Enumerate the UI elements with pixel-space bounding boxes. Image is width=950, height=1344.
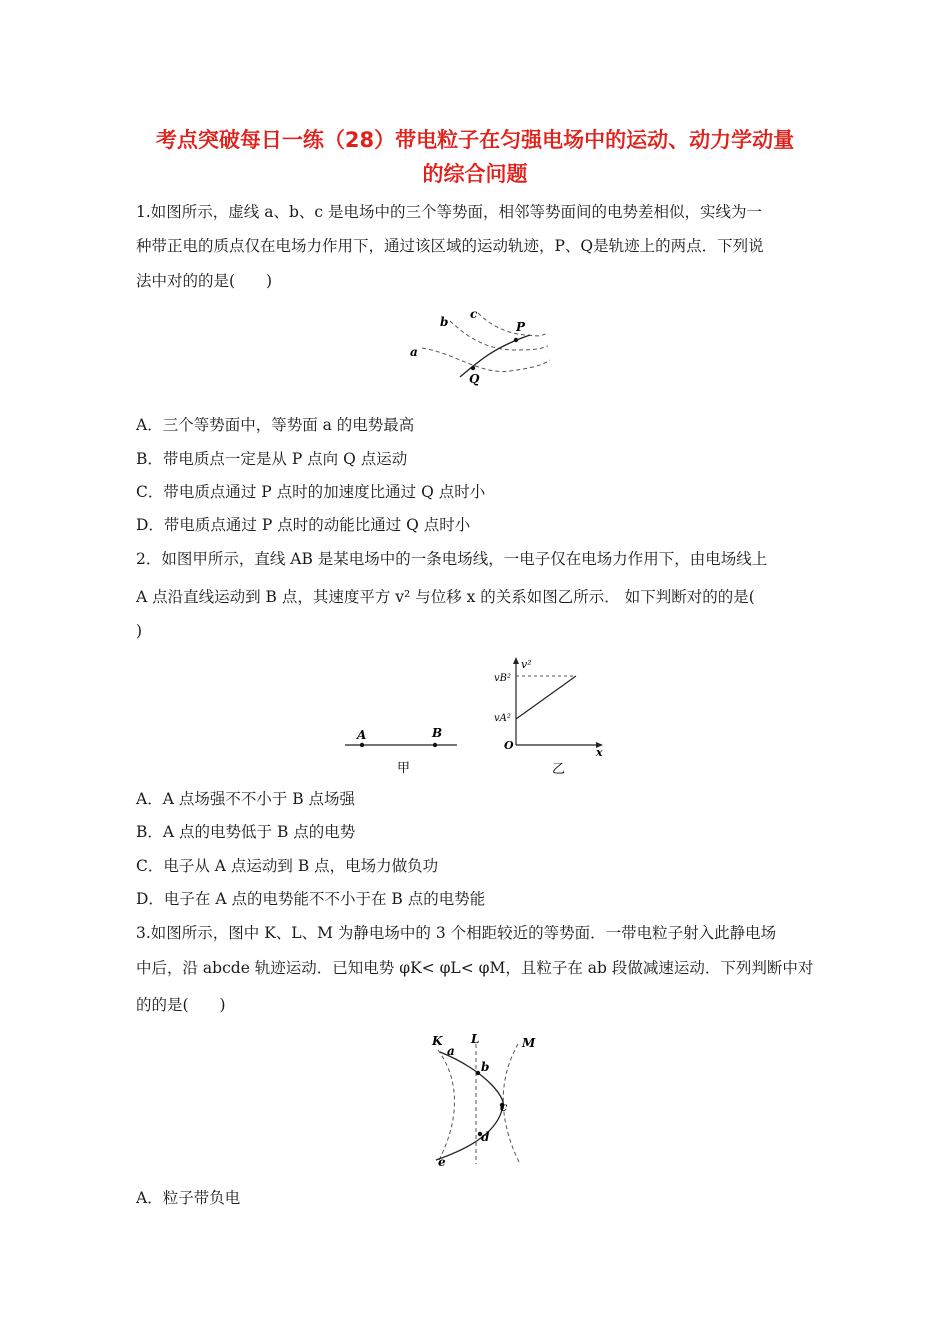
q3-figure bbox=[420, 1030, 540, 1170]
q2-option-d: D．电子在 A 点的电势能不不小于在 B 点的电势能 bbox=[136, 890, 486, 908]
label-b: b bbox=[440, 315, 449, 329]
label-K: K bbox=[432, 1034, 443, 1048]
page-title-line1: 考点突破每日一练（28）带电粒子在匀强电场中的运动、动力学动量 bbox=[155, 128, 795, 152]
label-B: B bbox=[432, 726, 443, 740]
label-v2: v² bbox=[521, 658, 532, 671]
q3-stem-line1: 3.如图所示，图中 K、L、M 为静电场中的 3 个相距较近的等势面．一带电粒子射入此静电场 bbox=[136, 924, 777, 942]
label-P: P bbox=[516, 320, 526, 334]
q3-option-a: A．粒子带负电 bbox=[136, 1189, 241, 1207]
q2-stem-line1: 2．如图甲所示，直线 AB 是某电场中的一条电场线，一电子仅在电场力作用下，由电场线上 bbox=[136, 550, 768, 568]
q2-stem-line3: ) bbox=[136, 622, 143, 640]
label-L: L bbox=[471, 1032, 480, 1046]
label-d: d bbox=[481, 1130, 490, 1144]
graph-line bbox=[516, 676, 576, 719]
point-Q bbox=[471, 366, 475, 370]
equipotential-a bbox=[422, 348, 550, 371]
q1-stem-line3: 法中对的的是( ) bbox=[136, 272, 273, 290]
q2-option-c: C．电子从 A 点运动到 B 点，电场力做负功 bbox=[136, 857, 439, 875]
label-c: c bbox=[500, 1100, 508, 1114]
label-e: e bbox=[438, 1155, 446, 1169]
page-title-line2: 的综合问题 bbox=[422, 162, 528, 186]
q3-stem-line3: 的的是( ) bbox=[136, 996, 226, 1014]
q2-option-a: A．A 点场强不不小于 B 点场强 bbox=[136, 790, 356, 808]
equipotential-c bbox=[478, 313, 546, 336]
label-O: O bbox=[504, 739, 514, 752]
label-M: M bbox=[522, 1036, 536, 1050]
label-jia: 甲 bbox=[397, 761, 411, 776]
point-b bbox=[476, 1071, 480, 1075]
q2-stem-line2: A 点沿直线运动到 B 点，其速度平方 v² 与位移 x 的关系如图乙所示． 如下判断对的的是( bbox=[136, 588, 755, 606]
q1-option-d: D．带电质点通过 P 点时的动能比通过 Q 点时小 bbox=[136, 516, 471, 534]
label-vB2: vB² bbox=[494, 673, 512, 684]
label-yi: 乙 bbox=[552, 762, 566, 777]
label-x: x bbox=[596, 746, 603, 759]
label-vA2: vA² bbox=[494, 713, 511, 724]
equipotential-b bbox=[450, 321, 548, 350]
q1-option-b: B．带电质点一定是从 P 点向 Q 点运动 bbox=[136, 450, 408, 468]
q1-stem-line1: 1.如图所示，虚线 a、b、c 是电场中的三个等势面，相邻等势面间的电势差相似，实线为一 bbox=[136, 203, 762, 221]
q3-stem-line2: 中后，沿 abcde 轨迹运动．已知电势 φK< φL< φM，且粒子在 ab 段做减速运动．下列判断中对 bbox=[136, 959, 814, 977]
q2-option-b: B．A 点的电势低于 B 点的电势 bbox=[136, 823, 356, 841]
point-B bbox=[433, 743, 437, 747]
point-A bbox=[360, 743, 364, 747]
q1-option-a: A．三个等势面中，等势面 a 的电势最高 bbox=[136, 416, 415, 434]
label-a: a bbox=[447, 1044, 455, 1058]
label-a: a bbox=[410, 345, 418, 359]
q2-figure-jia bbox=[345, 725, 465, 775]
equipotential-K bbox=[438, 1050, 455, 1162]
label-c: c bbox=[470, 307, 478, 321]
label-b: b bbox=[481, 1060, 490, 1074]
label-A: A bbox=[357, 728, 367, 742]
q1-stem-line2: 种带正电的质点仅在电场力作用下，通过该区域的运动轨迹，P、Q是轨迹上的两点．下列说 bbox=[136, 237, 764, 255]
point-P bbox=[514, 338, 518, 342]
label-Q: Q bbox=[469, 372, 480, 386]
q1-figure bbox=[400, 305, 560, 390]
q2-figure-yi bbox=[490, 655, 610, 780]
q1-option-c: C．带电质点通过 P 点时的加速度比通过 Q 点时小 bbox=[136, 483, 486, 501]
trajectory bbox=[460, 335, 530, 377]
